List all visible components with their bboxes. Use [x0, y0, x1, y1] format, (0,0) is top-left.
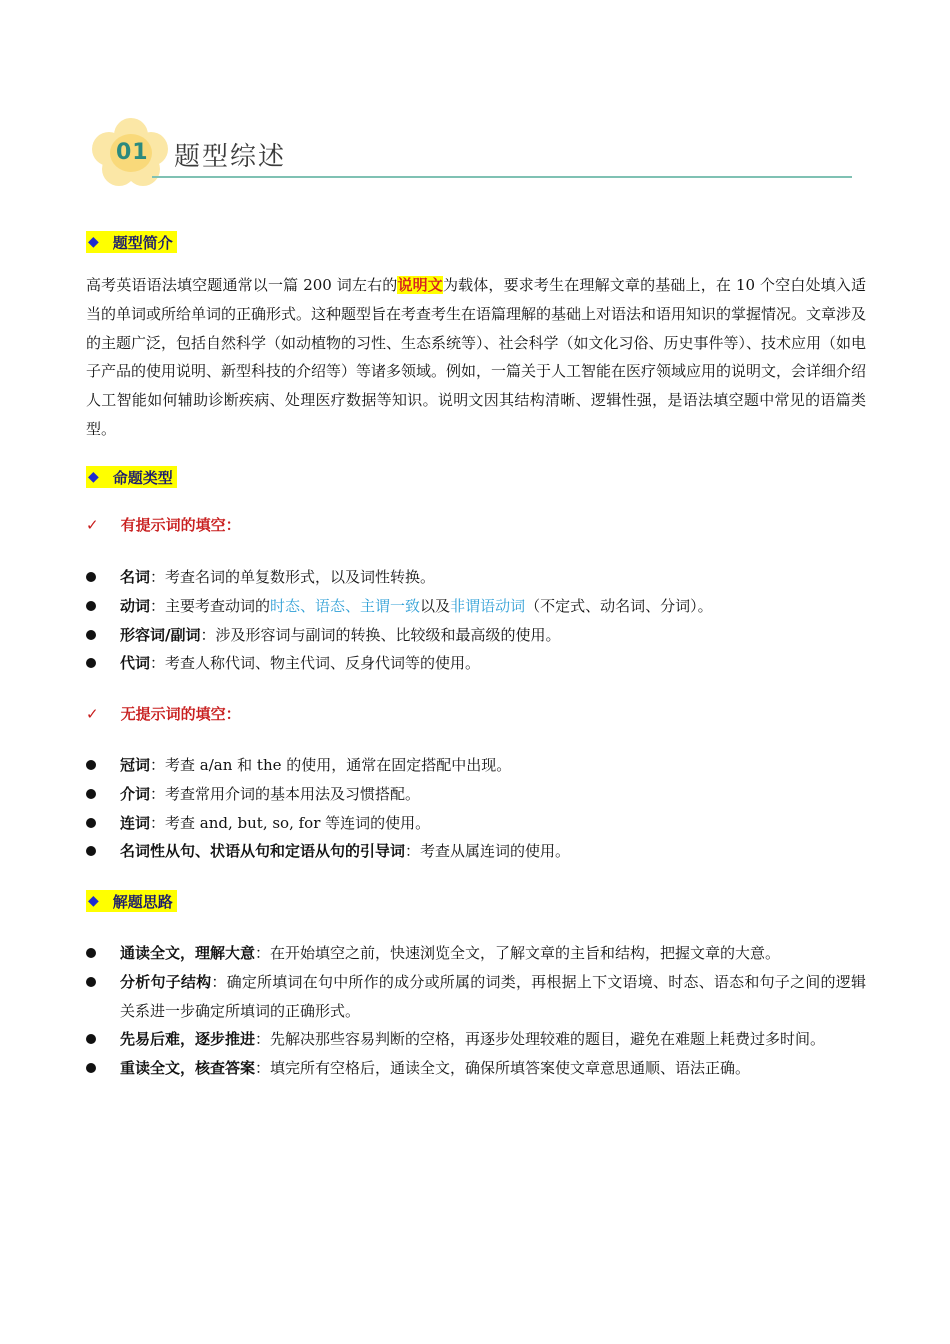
- diamond-icon: ◆: [88, 893, 99, 909]
- item-text: ：填完所有空格后，通读全文，确保所填答案使文章意思通顺、语法正确。: [255, 1059, 751, 1078]
- checkmark-icon: ✓: [86, 704, 99, 723]
- list-item: [86, 649, 866, 678]
- list-item: [86, 809, 866, 838]
- bullet-icon: [86, 630, 96, 640]
- bullet-icon: [86, 658, 96, 668]
- bullet-icon: [86, 572, 96, 582]
- intro-text-a: 高考英语语法填空题通常以一篇 200 词左右的: [86, 276, 398, 294]
- list-item: [86, 939, 866, 968]
- item-text: ：考查 a/an 和 the 的使用，通常在固定搭配中出现。: [150, 756, 512, 774]
- item-term: 分析句子结构: [120, 972, 212, 991]
- section-header: [92, 118, 852, 188]
- item-term: 动词: [120, 596, 151, 615]
- item-term: 先易后难，逐步推进: [120, 1030, 256, 1049]
- item-term: 冠词: [120, 756, 151, 774]
- item-text: ：主要考查动词的: [150, 596, 271, 615]
- heading-types: [86, 466, 177, 488]
- intro-paragraph: [86, 271, 866, 444]
- bullet-icon: [86, 760, 96, 770]
- bullet-icon: [86, 818, 96, 828]
- item-term: 名词性从句、状语从句和定语从句的引导词: [120, 842, 406, 861]
- subheading-without-hint: [86, 703, 241, 724]
- list-item: [86, 1054, 866, 1083]
- item-term: 代词: [120, 654, 151, 673]
- list-item: [86, 837, 866, 866]
- item-blue-text: 时态、语态、主谓一致: [270, 596, 421, 615]
- item-blue-text: 非谓语动词: [450, 596, 526, 615]
- with-hint-list: [86, 563, 866, 678]
- item-term: 重读全文，核查答案: [120, 1059, 256, 1078]
- diamond-icon: ◆: [88, 234, 99, 250]
- heading-approach: [86, 890, 177, 912]
- item-term: 名词: [120, 568, 151, 586]
- without-hint-list: [86, 751, 866, 866]
- heading-approach-label: 解题思路: [112, 892, 173, 911]
- list-item: [86, 780, 866, 809]
- heading-intro-label: 题型简介: [112, 233, 173, 252]
- item-text: ：先解决那些容易判断的空格，再逐步处理较难的题目，避免在难题上耗费过多时间。: [255, 1030, 826, 1049]
- item-text: ：涉及形容词与副词的转换、比较级和最高级的使用。: [200, 625, 561, 644]
- item-text: （不定式、动名词、分词）。: [525, 596, 713, 615]
- section-title: 题型综述: [174, 142, 287, 172]
- approach-list: [86, 939, 866, 1083]
- checkmark-icon: ✓: [86, 515, 99, 534]
- item-term: 连词: [120, 813, 151, 832]
- bullet-icon: [86, 1063, 96, 1073]
- section-number: 01: [116, 140, 149, 165]
- item-text: ：在开始填空之前，快速浏览全文，了解文章的主旨和结构，把握文章的大意。: [255, 944, 781, 962]
- with-hint-label: 有提示词的填空：: [120, 516, 241, 534]
- header-divider: [152, 176, 852, 178]
- item-text: ：考查常用介词的基本用法及习惯搭配。: [150, 784, 421, 803]
- heading-types-label: 命题类型: [112, 468, 173, 487]
- bullet-icon: [86, 846, 96, 856]
- item-text: 以及: [420, 596, 451, 615]
- diamond-icon: ◆: [88, 469, 99, 485]
- item-text: ：考查人称代词、物主代词、反身代词等的使用。: [150, 654, 481, 673]
- bullet-icon: [86, 977, 96, 987]
- list-item: [86, 563, 866, 592]
- item-text: ：考查名词的单复数形式，以及词性转换。: [150, 568, 436, 586]
- list-item: [86, 592, 866, 621]
- bullet-icon: [86, 789, 96, 799]
- heading-intro: [86, 231, 177, 253]
- item-text: ：考查从属连词的使用。: [405, 842, 571, 861]
- list-item: [86, 1025, 866, 1054]
- without-hint-label: 无提示词的填空：: [120, 705, 241, 723]
- list-item: [86, 751, 866, 780]
- item-text: ：确定所填词在句中所作的成分或所属的词类，再根据上下文语境、时态、语态和句子之间的逻辑关系进一步确定所填词的正确形式。: [120, 972, 866, 1020]
- bullet-icon: [86, 601, 96, 611]
- highlight-expository: 说明文: [397, 276, 443, 294]
- intro-text-b: 为载体，要求考生在理解文章的基础上，在 10 个空白处填入适当的单词或所给单词的正确形式。这种题型旨在考查考生在语篇理解的基础上对语法和语用知识的掌握情况。文章涉及的主题广泛，包括自然科学（如动植物的习性、生态系统等）、社会科学（如文化习俗、历史事件等）、技术应用（如电子产品的使用说明、新型科技的介绍等）等诸多领域。例如，一篇关于人工智能在医疗领域应用的说明文，会详细介绍人工智能如何辅助诊断疾病、处理医疗数据等知识。说明文因其结构清晰、逻辑性强，是语法填空题中常见的语篇类型。: [86, 276, 867, 438]
- subheading-with-hint: [86, 514, 241, 535]
- list-item: [86, 968, 866, 1026]
- item-text: ：考查 and, but, so, for 等连词的使用。: [150, 813, 431, 832]
- item-term: 介词: [120, 784, 151, 803]
- list-item: [86, 621, 866, 650]
- bullet-icon: [86, 1034, 96, 1044]
- item-term: 形容词/副词: [120, 625, 201, 644]
- bullet-icon: [86, 948, 96, 958]
- item-term: 通读全文，理解大意: [120, 944, 256, 962]
